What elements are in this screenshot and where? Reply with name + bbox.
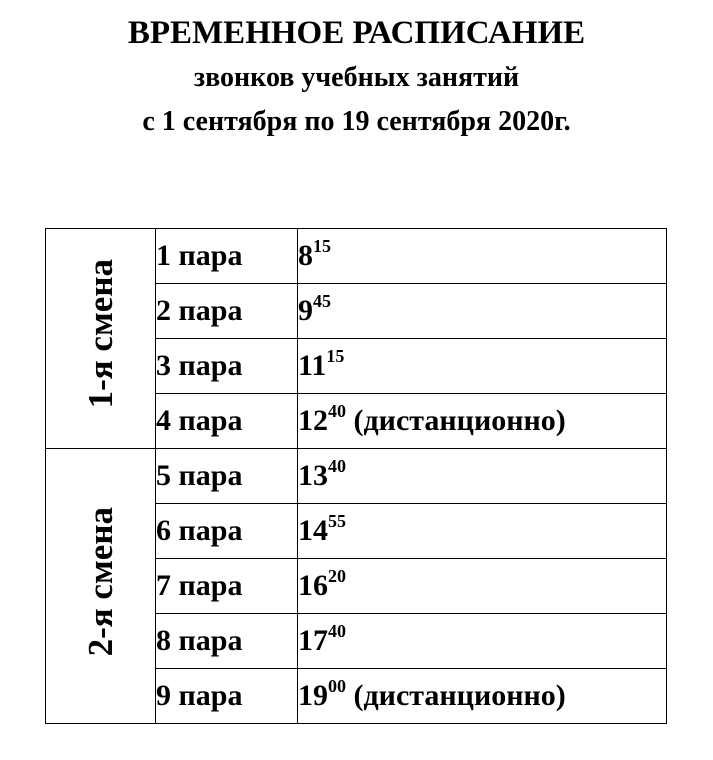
time-minute: 55: [328, 511, 346, 532]
schedule-row: [46, 449, 667, 504]
lesson-time: [298, 229, 667, 284]
lesson-name: 9 пара: [156, 669, 298, 724]
time-hour: 8: [298, 239, 313, 272]
time-hour: 13: [298, 459, 328, 492]
time-hour: 11: [298, 349, 327, 382]
time-note: (дистанционно): [353, 404, 566, 437]
document-subtitle: звонков учебных занятий: [193, 62, 520, 93]
time-hour: 19: [298, 679, 328, 712]
time-minute: 40: [328, 456, 346, 477]
time-minute: 20: [328, 566, 346, 587]
shift-cell-2: [46, 449, 156, 724]
lesson-time: [298, 339, 667, 394]
shift-label: 1-я смена: [81, 259, 120, 409]
document-title: ВРЕМЕННОЕ РАСПИСАНИЕ: [127, 15, 586, 51]
time-minute: 15: [313, 236, 331, 257]
time-hour: 14: [298, 514, 328, 547]
schedule-row: [46, 229, 667, 284]
lesson-time: [298, 559, 667, 614]
time-minute: 40: [328, 621, 346, 642]
lesson-time: [298, 504, 667, 559]
lesson-name: 6 пара: [156, 504, 298, 559]
lesson-name: 1 пара: [156, 229, 298, 284]
lesson-time: [298, 614, 667, 669]
lesson-name: 4 пара: [156, 394, 298, 449]
lesson-time: [298, 449, 667, 504]
lesson-name: 7 пара: [156, 559, 298, 614]
lesson-name: 5 пара: [156, 449, 298, 504]
document-period: с 1 сентября по 19 сентября 2020г.: [142, 106, 571, 137]
schedule-table: [45, 228, 667, 724]
time-hour: 16: [298, 569, 328, 602]
time-minute: 00: [328, 676, 346, 697]
time-note: (дистанционно): [353, 679, 566, 712]
shift-cell-1: [46, 229, 156, 449]
time-hour: 17: [298, 624, 328, 657]
lesson-time: [298, 284, 667, 339]
lesson-time: [298, 394, 667, 449]
time-minute: 45: [313, 291, 331, 312]
lesson-name: 8 пара: [156, 614, 298, 669]
lesson-time: [298, 669, 667, 724]
time-minute: 15: [326, 346, 345, 367]
lesson-name: 2 пара: [156, 284, 298, 339]
shift-label: 2-я смена: [81, 506, 120, 657]
time-minute: 40: [328, 401, 346, 422]
time-hour: 12: [298, 404, 328, 437]
time-hour: 9: [298, 294, 313, 327]
lesson-name: 3 пара: [156, 339, 298, 394]
